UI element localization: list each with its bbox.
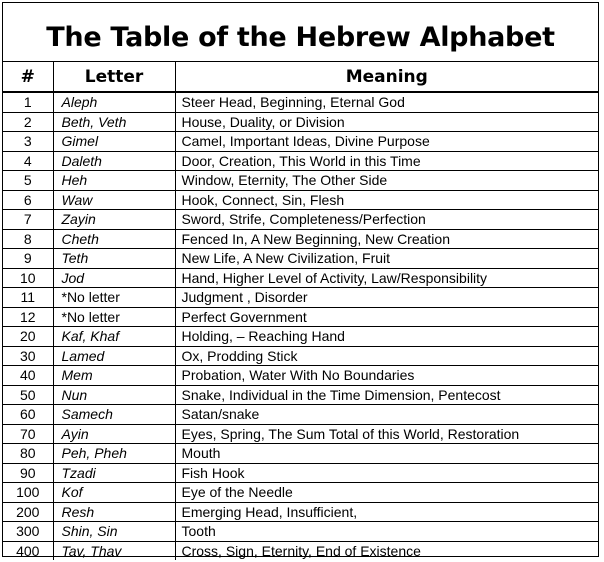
- row-letter: Ayin: [53, 424, 175, 444]
- row-letter: Daleth: [53, 151, 175, 171]
- row-meaning: Mouth: [175, 444, 598, 464]
- row-letter: Zayin: [53, 210, 175, 230]
- row-number: 40: [3, 366, 53, 386]
- table-row: [3, 210, 598, 230]
- table-row: [3, 249, 598, 269]
- table-row: [3, 190, 598, 210]
- row-number: 200: [3, 502, 53, 522]
- row-letter: Tzadi: [53, 463, 175, 483]
- row-number: 100: [3, 483, 53, 503]
- header-letter: Letter: [53, 62, 175, 92]
- row-letter: Lamed: [53, 346, 175, 366]
- row-letter: Teth: [53, 249, 175, 269]
- table-row: [3, 307, 598, 327]
- row-meaning: Ox, Prodding Stick: [175, 346, 598, 366]
- row-meaning: Fenced In, A New Beginning, New Creation: [175, 229, 598, 249]
- row-number: 300: [3, 522, 53, 542]
- table-row: [3, 268, 598, 288]
- row-number: 80: [3, 444, 53, 464]
- row-letter: Mem: [53, 366, 175, 386]
- row-number: 70: [3, 424, 53, 444]
- row-number: 400: [3, 541, 53, 560]
- row-letter: Samech: [53, 405, 175, 425]
- row-number: 20: [3, 327, 53, 347]
- row-letter: Beth, Veth: [53, 112, 175, 132]
- row-meaning: Snake, Individual in the Time Dimension, Pentecost: [175, 385, 598, 405]
- row-letter: Jod: [53, 268, 175, 288]
- table-row: [3, 424, 598, 444]
- table-row: [3, 92, 598, 112]
- row-number: 30: [3, 346, 53, 366]
- row-number: 4: [3, 151, 53, 171]
- table-row: [3, 151, 598, 171]
- table-title: The Table of the Hebrew Alphabet: [3, 3, 598, 62]
- table-row: [3, 346, 598, 366]
- row-meaning: Judgment , Disorder: [175, 288, 598, 308]
- row-number: 60: [3, 405, 53, 425]
- row-letter: *No letter: [53, 307, 175, 327]
- row-meaning: Tooth: [175, 522, 598, 542]
- row-letter: Gimel: [53, 132, 175, 152]
- row-letter: Kaf, Khaf: [53, 327, 175, 347]
- row-number: 2: [3, 112, 53, 132]
- table-row: [3, 405, 598, 425]
- table-row: [3, 444, 598, 464]
- row-letter: Heh: [53, 171, 175, 191]
- table-row: [3, 502, 598, 522]
- row-meaning: Hand, Higher Level of Activity, Law/Responsibility: [175, 268, 598, 288]
- table-row: [3, 483, 598, 503]
- row-meaning: Eye of the Needle: [175, 483, 598, 503]
- row-meaning: Emerging Head, Insufficient,: [175, 502, 598, 522]
- row-number: 6: [3, 190, 53, 210]
- row-letter: Aleph: [53, 92, 175, 112]
- table-row: [3, 132, 598, 152]
- row-number: 5: [3, 171, 53, 191]
- row-letter: *No letter: [53, 288, 175, 308]
- row-number: 90: [3, 463, 53, 483]
- row-meaning: Steer Head, Beginning, Eternal God: [175, 92, 598, 112]
- row-number: 8: [3, 229, 53, 249]
- row-number: 50: [3, 385, 53, 405]
- row-letter: Nun: [53, 385, 175, 405]
- table-row: [3, 288, 598, 308]
- row-letter: Kof: [53, 483, 175, 503]
- row-meaning: Sword, Strife, Completeness/Perfection: [175, 210, 598, 230]
- row-meaning: Door, Creation, This World in this Time: [175, 151, 598, 171]
- row-number: 1: [3, 92, 53, 112]
- table-row: [3, 327, 598, 347]
- row-letter: Shin, Sin: [53, 522, 175, 542]
- row-meaning: Probation, Water With No Boundaries: [175, 366, 598, 386]
- table-row: [3, 522, 598, 542]
- table-row: [3, 366, 598, 386]
- row-letter: Resh: [53, 502, 175, 522]
- row-meaning: Eyes, Spring, The Sum Total of this World, Restoration: [175, 424, 598, 444]
- row-number: 12: [3, 307, 53, 327]
- table-row: [3, 385, 598, 405]
- row-letter: Cheth: [53, 229, 175, 249]
- table-row: [3, 229, 598, 249]
- row-number: 11: [3, 288, 53, 308]
- header-meaning: Meaning: [175, 62, 598, 92]
- table-body: [3, 92, 598, 560]
- row-meaning: Perfect Government: [175, 307, 598, 327]
- row-number: 10: [3, 268, 53, 288]
- table-row: [3, 463, 598, 483]
- row-letter: Peh, Pheh: [53, 444, 175, 464]
- row-meaning: Hook, Connect, Sin, Flesh: [175, 190, 598, 210]
- row-letter: Waw: [53, 190, 175, 210]
- row-meaning: Satan/snake: [175, 405, 598, 425]
- row-meaning: New Life, A New Civilization, Fruit: [175, 249, 598, 269]
- table-row: [3, 112, 598, 132]
- alphabet-table: [3, 62, 598, 560]
- row-meaning: Holding, – Reaching Hand: [175, 327, 598, 347]
- row-meaning: Window, Eternity, The Other Side: [175, 171, 598, 191]
- header-number: #: [3, 62, 53, 92]
- table-row: [3, 171, 598, 191]
- header-row: [3, 62, 598, 92]
- row-number: 9: [3, 249, 53, 269]
- row-meaning: Cross, Sign, Eternity, End of Existence: [175, 541, 598, 560]
- alphabet-table-frame: [2, 2, 599, 557]
- row-letter: Tav, Thav: [53, 541, 175, 560]
- row-meaning: Fish Hook: [175, 463, 598, 483]
- row-number: 3: [3, 132, 53, 152]
- row-meaning: House, Duality, or Division: [175, 112, 598, 132]
- row-number: 7: [3, 210, 53, 230]
- row-meaning: Camel, Important Ideas, Divine Purpose: [175, 132, 598, 152]
- table-row: [3, 541, 598, 560]
